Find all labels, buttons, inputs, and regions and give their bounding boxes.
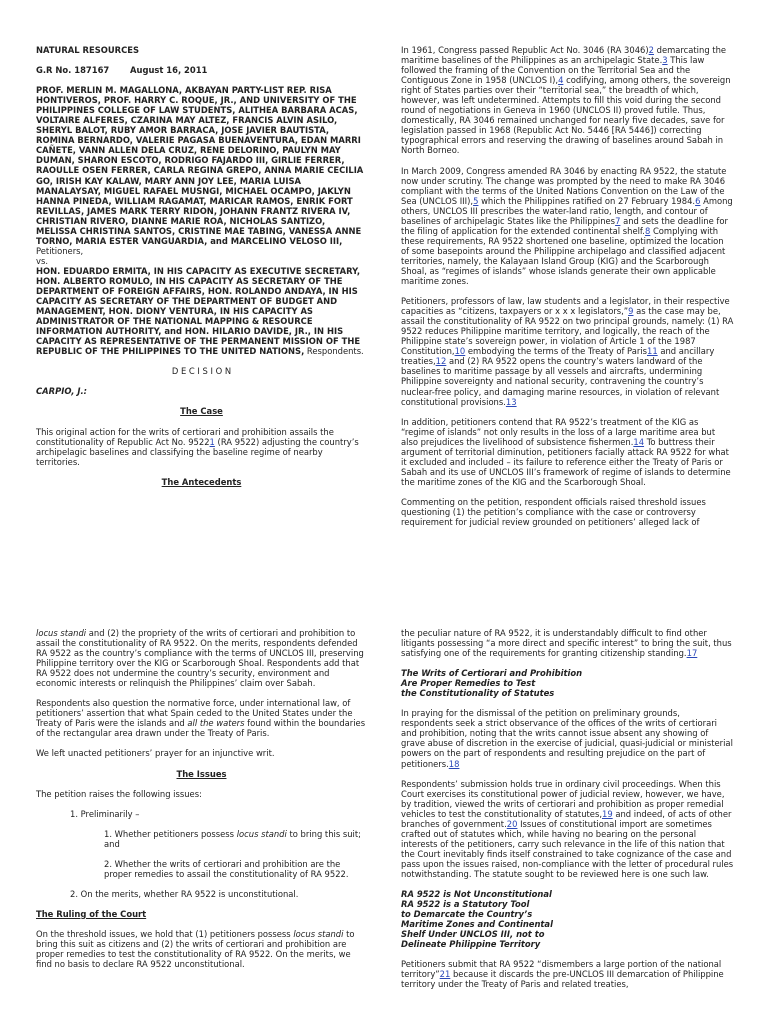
footnote-link-8[interactable]: 8 <box>644 225 651 236</box>
footnote-link-20[interactable]: 20 <box>506 818 518 829</box>
footnote-link-17[interactable]: 17 <box>686 648 698 659</box>
page2-right-column <box>401 628 734 999</box>
respondents-label: Respondents. <box>304 346 364 357</box>
decision-date: August 16, 2011 <box>130 65 208 76</box>
respondents-block <box>36 266 367 356</box>
footnote-link-6[interactable]: 6 <box>695 195 701 206</box>
footnote-link-9[interactable]: 9 <box>628 306 634 317</box>
heading-antecedents: The Antecedents <box>161 476 242 487</box>
footnote-link-18[interactable]: 18 <box>448 758 460 769</box>
heading-the-case: The Case <box>180 406 223 417</box>
footnote-link-7[interactable]: 7 <box>615 215 621 226</box>
paragraph-ra3046: In 1961, Congress passed Republic Act No. 3046 (RA 3046)2 demarcating the maritime baselines of the Philippines as an archipelagic State.3 This law followed the framing of the Convention on the Territorial Sea and the Contiguous Zone in 1958 (UNCLOS I),4 codifying, among others, the sovereign right of States parties over their “territorial sea,” the breadth of which, however, was left undetermined. Attempts to fill this void during the second round of negotiations in Geneva in 1960 (UNCLOS II) proved futile. Thus, domestically, RA 3046 remained unchanged for nearly five decades, save for legislation passed in 1968 (Republic Act No. 5446 [RA 5446]) correcting typographical errors and reserving the drawing of baselines around Sabah in North Borneo. <box>401 45 731 156</box>
issues-intro: The petition raises the following issues: <box>36 788 202 799</box>
petitioners-label: Petitioners, <box>36 245 84 256</box>
footnote-link-1[interactable]: 1 <box>209 436 215 447</box>
paragraph-judicial-review: Respondents’ submission holds true in ordinary civil proceedings. When this Court exercises its constitutional power of judicial review, however, we have, by tradition, viewed the writs of certiorari and prohibition as proper remedial vehicles to test the constitutionality of statutes,19 and indeed, of acts of other branches of government.20 Issues of constitutional import are sometimes crafted out of statutes which, while having no bearing on the personal interests of the petitioners, carry such relevance in the life of this nation that the Court inevitably finds itself constrained to take cognizance of the case and pass upon the issues raised, non-compliance with the letter of procedural rules notwithstanding. The statute sought to be reviewed here is one such law. <box>401 778 734 879</box>
page1-left-column <box>36 45 367 497</box>
heading-issues: The Issues <box>176 768 227 779</box>
paragraph-kig: In addition, petitioners contend that RA 9522’s treatment of the KIG as “regime of islands” not only results in the loss of a large maritime area but also prejudices the livelihood of subsistence fishermen.14 To buttress their argument of territorial diminution, petitioners facially attack RA 9522 for what it excluded and included – its failure to reference either the Treaty of Paris or Sabah and its use of UNCLOS III’s framework of regime of islands to determine the maritime zones of the KIG and the Scarborough Shoal. <box>401 416 731 487</box>
issue-1: 1. Preliminarily – <box>70 808 140 819</box>
respondents-names: HON. EDUARDO ERMITA, IN HIS CAPACITY AS EXECUTIVE SECRETARY, HON. ALBERTO ROMULO, IN HIS CAPACITY AS SECRETARY OF THE DEPARTMENT OF FOREIGN AFFAIRS, HON. ROLANDO ANDAYA, IN HIS CAPACITY AS SECRETARY OF THE DEPARTMENT OF BUDGET AND MANAGEMENT, HON. DIONY VENTURA, IN HIS CAPACITY AS ADMINISTRATOR OF THE NATIONAL MAPPING & RESOURCE INFORMATION AUTHORITY, and HON. HILARIO DAVIDE, JR., IN HIS CAPACITY AS REPRESENTATIVE OF THE PERMANENT MISSION OF THE REPUBLIC OF THE PHILIPPINES TO THE UNITED NATIONS, <box>36 265 361 357</box>
issue-2: 2. On the merits, whether RA 9522 is unconstitutional. <box>70 888 299 899</box>
decision-heading: D E C I S I O N <box>171 366 232 377</box>
paragraph-dismember: Petitioners submit that RA 9522 “dismembers a large portion of the national territory”21 because it discards the pre-UNCLOS III demarcation of Philippine territory under the Treaty of Paris and related treaties, <box>401 959 724 990</box>
heading-writs: The Writs of Certiorari and Prohibition Are Proper Remedies to Test the Constitutionality of Statutes <box>401 668 583 699</box>
paragraph-injunctive-writ: We left unacted petitioners’ prayer for an injunctive writ. <box>36 748 275 759</box>
paragraph-dismissal: In praying for the dismissal of the petition on preliminary grounds, respondents seek a strict observance of the offices of the writs of certiorari and prohibition, noting that the writs cannot issue absent any showing of grave abuse of discretion in the exercise of judicial, quasi-judicial or ministerial powers on the part of respondents and resulting prejudice on the part of petitioners.18 <box>401 708 733 769</box>
ponente: CARPIO, J.: <box>36 386 88 397</box>
gr-number: G.R No. 187167 <box>36 65 110 76</box>
issue-1b: 2. Whether the writs of certiorari and prohibition are the proper remedies to assail the constitutionality of RA 9522. <box>104 858 349 879</box>
footnote-link-12[interactable]: 12 <box>435 356 447 367</box>
footnote-link-4[interactable]: 4 <box>558 75 564 86</box>
paragraph-normative-force: Respondents also question the normative force, under international law, of petitioners’ assertion that what Spain ceded to the United States under the Treaty of Paris were the islands and all the waters found within the boundaries of the rectangular area drawn under the Treaty of Paris. <box>36 698 366 739</box>
paragraph-ra9522: In March 2009, Congress amended RA 3046 by enacting RA 9522, the statute now under scrutiny. The change was prompted by the need to make RA 3046 compliant with the terms of the United Nations Convention on the Law of the Sea (UNCLOS III),5 which the Philippines ratified on 27 February 1984.6 Among others, UNCLOS III prescribes the water-land ratio, length, and contour of baselines of archipelagic States like the Philippines7 and sets the deadline for the filing of application for the extended continental shelf.8 Complying with these requirements, RA 9522 shortened one baseline, optimized the location of some basepoints around the Philippine archipelago and classified adjacent territories, namely, the Kalayaan Island Group (KIG) and the Scarborough Shoal, as “regimes of islands” whose islands generate their own applicable maritime zones. <box>401 165 733 287</box>
case-paragraph: This original action for the writs of certiorari and prohibition assails the constitutionality of Republic Act No. 95221 (RA 9522) adjusting the country’s archipelagic baselines and classifying the baseline regime of nearby territories. <box>36 426 359 467</box>
page2-left-column <box>36 628 367 979</box>
paragraph-citizenship-standing: the peculiar nature of RA 9522, it is understandably difficult to find other litigants possessing “a more direct and specific interest” to bring the suit, thus satisfying one of the requirements for granting citizenship standing.17 <box>401 628 732 659</box>
heading-ruling: The Ruling of the Court <box>36 908 147 919</box>
page1-right-column <box>401 45 734 537</box>
paragraph-ruling: On the threshold issues, we hold that (1) petitioners possess locus standi to bring this suit as citizens and (2) the writs of certiorari and prohibition are proper remedies to test the constitutionality of RA 9522. On the merits, we find no basis to declare RA 9522 unconstitutional. <box>36 928 355 970</box>
paragraph-comment: Commenting on the petition, respondent officials raised threshold issues questioning (1) the petition’s compliance with the case or controversy requirement for judicial review grounded on petitioners’ alleged lack of <box>401 496 706 528</box>
footnote-link-3[interactable]: 3 <box>662 55 668 66</box>
footnote-link-13[interactable]: 13 <box>505 396 517 407</box>
section-heading: NATURAL RESOURCES <box>36 45 140 55</box>
footnote-link-5[interactable]: 5 <box>473 195 479 206</box>
footnote-link-11[interactable]: 11 <box>647 346 658 357</box>
footnote-link-19[interactable]: 19 <box>601 808 613 819</box>
paragraph-petitioners: Petitioners, professors of law, law students and a legislator, in their respective capacities as “citizens, taxpayers or x x x legislators,”9 as the case may be, assail the constitutionality of RA 9522 on two principal grounds, namely: (1) RA 9522 reduces Philippine maritime territory, and logically, the reach of the Philippine state’s sovereign power, in violation of Article 1 of the 1987 Constitution,10 embodying the terms of the Treaty of Paris11 and ancillary treaties,12 and (2) RA 9522 opens the country’s waters landward of the baselines to maritime passage by all vessels and aircrafts, undermining Philippine sovereignty and national security, contravening the country’s nuclear-free policy, and damaging marine resources, in violation of relevant constitutional provisions.13 <box>401 296 734 407</box>
case-number-line <box>36 65 367 75</box>
footnote-link-14[interactable]: 14 <box>633 436 645 447</box>
footnote-link-10[interactable]: 10 <box>454 346 466 357</box>
petitioners-names: PROF. MERLIN M. MAGALLONA, AKBAYAN PARTY-LIST REP. RISA HONTIVEROS, PROF. HARRY C. ROQUE, JR., AND UNIVERSITY OF THE PHILIPPINES COLLEGE OF LAW STUDENTS, ALITHEA BARBARA ACAS, VOLTAIRE ALFERES, CZARINA MAY ALTEZ, FRANCIS ALVIN ASILO, SHERYL BALOT, RUBY AMOR BARRACA, JOSE JAVIER BAUTISTA, ROMINA BERNARDO, VALERIE PAGASA BUENAVENTURA, EDAN MARRI CAÑETE, VANN ALLEN DELA CRUZ, RENE DELORINO, PAULYN MAY DUMAN, SHARON ESCOTO, RODRIGO FAJARDO III, GIRLIE FERRER, RAOULLE OSEN FERRER, CARLA REGINA GREPO, ANNA MARIE CECILIA GO, IRISH KAY KALAW, MARY ANN JOY LEE, MARIA LUISA MANALAYSAY, MIGUEL RAFAEL MUSNGI, MICHAEL OCAMPO, JAKLYN HANNA PINEDA, WILLIAM RAGAMAT, MARICAR RAMOS, ENRIK FORT REVILLAS, JAMES MARK TERRY RIDON, JOHANN FRANTZ RIVERA IV, CHRISTIAN RIVERO, DIANNE MARIE ROA, NICHOLAS SANTIZO, MELISSA CHRISTINA SANTOS, CRISTINE MAE TABING, VANESSA ANNE TORNO, MARIA ESTER VANGUARDIA, and MARCELINO VELOSO III, <box>36 85 364 246</box>
versus: vs. <box>36 255 48 266</box>
paragraph-locus-standi: locus standi and (2) the propriety of the writs of certiorari and prohibition to assail the constitutionality of RA 9522. On the merits, respondents defended RA 9522 as the country’s compliance with the terms of UNCLOS III, preserving Philippine territory over the KIG or Scarborough Shoal. Respondents add that RA 9522 does not undermine the country’s security, environment and economic interests or relinquish the Philippines’ claim over Sabah. <box>36 628 364 689</box>
petitioners-block <box>36 85 367 256</box>
heading-ra9522-not-unconstitutional: RA 9522 is Not Unconstitutional RA 9522 is a Statutory Tool to Demarcate the Country’s Maritime Zones and Continental Shelf Under UNCLOS III, not to Delineate Philippine Territory <box>401 889 553 950</box>
footnote-link-2[interactable]: 2 <box>648 45 654 55</box>
issue-1a: 1. Whether petitioners possess locus standi to bring this suit; and <box>104 828 361 849</box>
footnote-link-21[interactable]: 21 <box>439 969 451 980</box>
